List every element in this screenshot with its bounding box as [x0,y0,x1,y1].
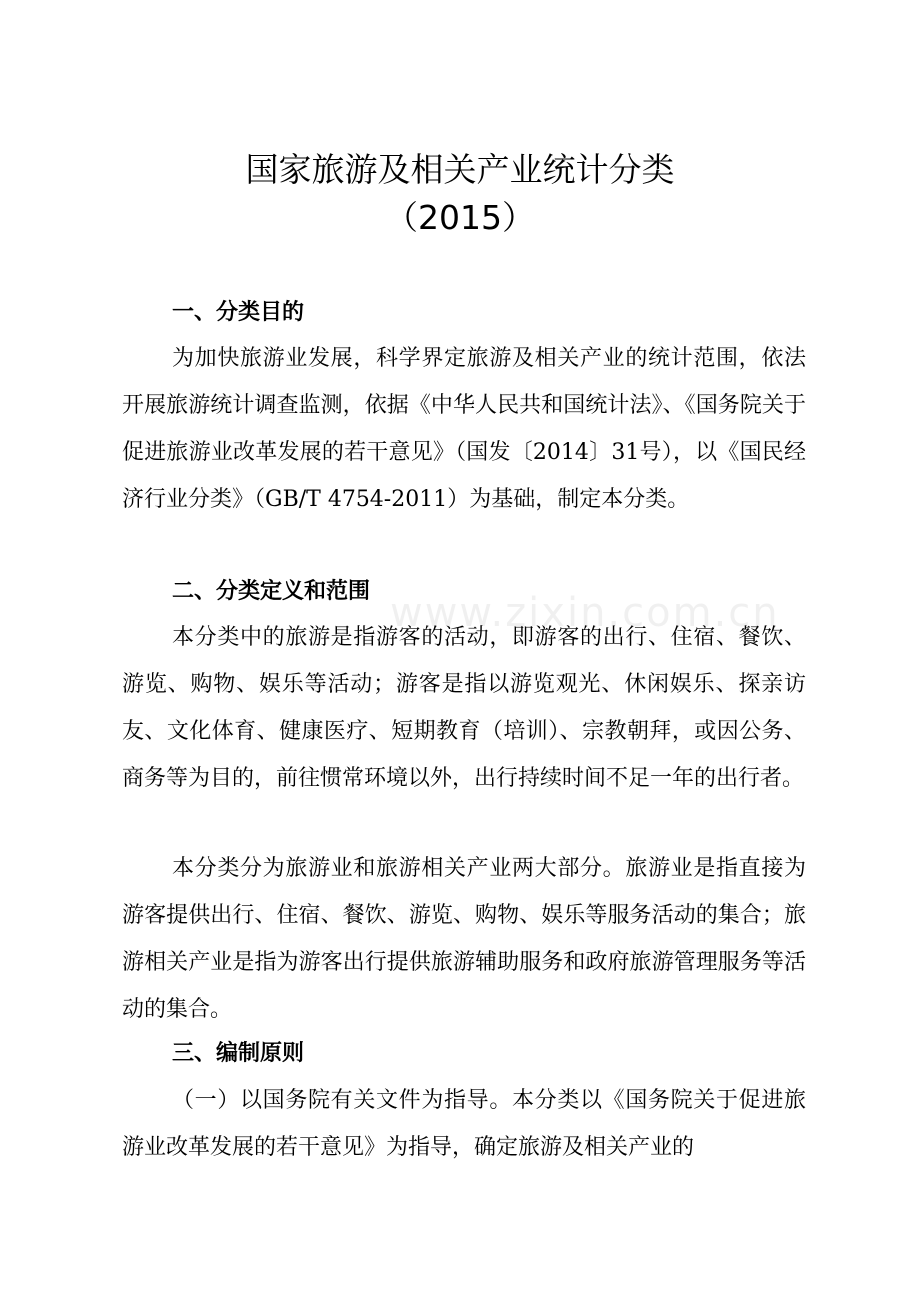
document-year: （2015） [385,198,535,237]
section-2-paragraph-2: 本分类分为旅游业和旅游相关产业两大部分。旅游业是指直接为游客提供出行、住宿、餐饮、游览、购物、娱乐等服务活动的集合；旅游相关产业是指为游客出行提供旅游辅助服务和政府旅游管理服务等活动的集合。 [122,856,806,1022]
section-3-heading: 三、编制原则 [172,1041,305,1066]
watermark: www.zixin.com.cn [390,590,780,636]
section-2-paragraph-1: 本分类中的旅游是指游客的活动，即游客的出行、住宿、餐饮、游览、购物、娱乐等活动；游客是指以游览观光、休闲娱乐、探亲访友、文化体育、健康医疗、短期教育（培训）、宗教朝拜，或因公务、商务等为目的，前往惯常环境以外，出行持续时间不足一年的出行者。 [122,625,806,791]
section-1-paragraph: 为加快旅游业发展，科学界定旅游及相关产业的统计范围，依法开展旅游统计调查监测，依据《中华人民共和国统计法》、《国务院关于促进旅游业改革发展的若干意见》（国发〔2014〕31号），以《国民经济行业分类》（GB/T 4754-2011）为基础，制定本分类。 [122,346,806,512]
section-2-heading: 二、分类定义和范围 [172,579,371,604]
document-title: 国家旅游及相关产业统计分类 [245,150,675,189]
section-3-paragraph: （一）以国务院有关文件为指导。本分类以《国务院关于促进旅游业改革发展的若干意见》为指导，确定旅游及相关产业的 [122,1088,806,1160]
section-1-heading: 一、分类目的 [172,300,305,325]
